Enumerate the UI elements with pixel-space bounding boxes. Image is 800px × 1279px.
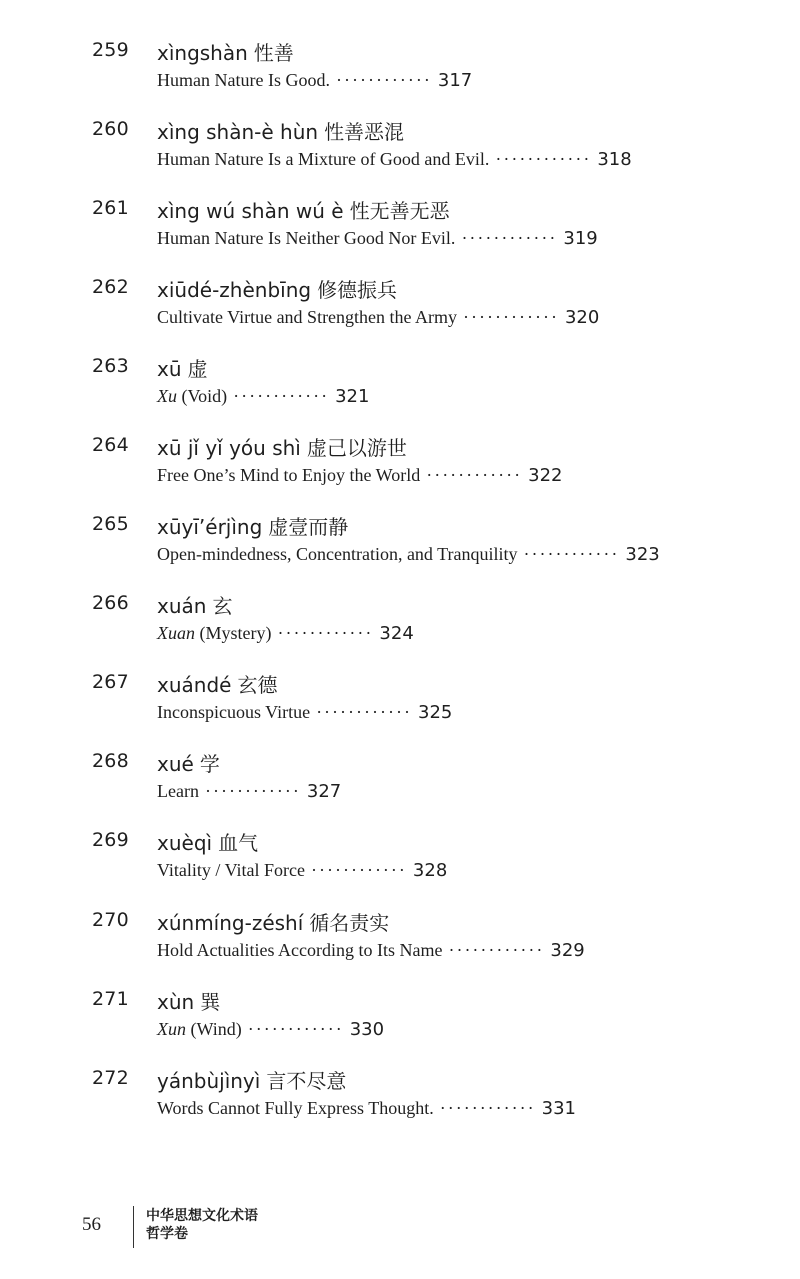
toc-entry: [0, 270, 800, 340]
entry-translation: [157, 386, 369, 407]
entry-number: 261: [92, 197, 129, 219]
toc-entry: [0, 823, 800, 893]
entry-translation: [157, 860, 447, 881]
dot-leader: ············: [426, 465, 523, 485]
toc-entry: [0, 112, 800, 182]
toc-entry: [0, 507, 800, 577]
entry-pinyin: xué: [157, 752, 194, 776]
entry-number: 266: [92, 592, 129, 614]
entry-page-number: 322: [528, 465, 563, 486]
entry-translation: [157, 1098, 576, 1119]
entry-pinyin: xìng wú shàn wú è: [157, 199, 344, 223]
entry-pinyin: xùn: [157, 990, 195, 1014]
entry-chinese: 性善: [253, 41, 294, 65]
entry-term: [157, 116, 404, 145]
entry-page-number: 321: [335, 386, 370, 407]
entry-term: [157, 669, 277, 698]
entry-english-gloss: (Wind): [186, 1019, 242, 1039]
entry-number: 265: [92, 513, 129, 535]
page-number: 56: [82, 1214, 101, 1235]
entry-english: Human Nature Is a Mixture of Good and Evil.: [157, 149, 490, 169]
dot-leader: ············: [233, 386, 330, 406]
entry-english: Open-mindedness, Concentration, and Tranquility: [157, 544, 518, 564]
entry-chinese: 性善恶混: [324, 120, 405, 144]
entry-pinyin: xúnmíng-zéshí: [157, 911, 304, 935]
entry-english: Inconspicuous Virtue: [157, 702, 311, 722]
entry-number: 264: [92, 434, 129, 456]
entry-translation: [157, 1019, 384, 1040]
entry-number: 271: [92, 988, 129, 1010]
toc-entry: [0, 428, 800, 498]
toc-entry: [0, 586, 800, 656]
entry-translation: [157, 781, 341, 802]
entry-pinyin: xū jǐ yǐ yóu shì: [157, 436, 301, 460]
entry-page-number: 319: [563, 228, 598, 249]
entry-chinese: 循名责实: [309, 911, 390, 935]
entry-page-number: 327: [306, 781, 342, 802]
entry-english: Human Nature Is Neither Good Nor Evil.: [157, 228, 456, 248]
dot-leader: ············: [523, 544, 620, 564]
entry-translation: [157, 228, 598, 249]
toc-entry: [0, 665, 800, 735]
footer-divider: [133, 1206, 134, 1248]
entry-translation: [157, 307, 599, 328]
entry-pinyin: xiūdé-zhènbīng: [157, 278, 312, 302]
dot-leader: ············: [335, 70, 432, 90]
entry-term: [157, 432, 407, 461]
entry-chinese: 虚己以游世: [306, 436, 407, 460]
dot-leader: ············: [316, 702, 412, 722]
toc-entry: [0, 744, 800, 814]
entry-term: [157, 907, 389, 936]
entry-page-number: 320: [564, 307, 600, 328]
entry-pinyin: xìngshàn: [157, 41, 248, 65]
entry-term: [157, 590, 232, 619]
entry-term: [157, 827, 258, 856]
entry-number: 267: [92, 671, 129, 693]
entry-page-number: 318: [597, 149, 632, 170]
entry-page-number: 328: [412, 860, 448, 881]
dot-leader: ············: [247, 1019, 344, 1039]
dot-leader: ············: [439, 1098, 536, 1118]
series-title: [146, 1207, 258, 1243]
entry-chinese: 性无善无恶: [349, 199, 450, 223]
entry-translation: [157, 940, 585, 961]
entry-english-gloss: (Mystery): [195, 623, 272, 643]
entry-page-number: 331: [541, 1098, 577, 1119]
entry-number: 272: [92, 1067, 129, 1089]
entry-english: Vitality / Vital Force: [157, 860, 305, 880]
entry-pinyin: xūyī’érjìng: [157, 515, 263, 539]
dot-leader: ············: [310, 860, 407, 880]
dot-leader: ············: [204, 781, 301, 801]
entry-pinyin: xū: [157, 357, 182, 381]
entry-number: 269: [92, 829, 129, 851]
entry-number: 259: [92, 39, 129, 61]
dot-leader: ············: [277, 623, 374, 643]
entry-chinese: 言不尽意: [266, 1069, 347, 1093]
toc-entry: [0, 903, 800, 973]
entry-translation: [157, 702, 452, 723]
entry-chinese: 巽: [200, 990, 221, 1014]
entry-number: 263: [92, 355, 129, 377]
entry-pinyin: xuán: [157, 594, 207, 618]
entry-translation: [157, 544, 660, 565]
series-title-line1: 中华思想文化术语: [146, 1208, 258, 1224]
entry-page-number: 330: [349, 1019, 385, 1040]
entry-page-number: 323: [625, 544, 660, 565]
entry-english-gloss: (Void): [177, 386, 228, 406]
entry-page-number: 317: [437, 70, 473, 91]
entry-chinese: 玄德: [237, 673, 278, 697]
series-title-line2: 哲学卷: [146, 1226, 188, 1242]
toc-entry: [0, 349, 800, 419]
entry-pinyin: yánbùjìnyì: [157, 1069, 261, 1093]
dot-leader: ············: [495, 149, 592, 169]
entry-chinese: 玄: [212, 594, 233, 618]
entry-page-number: 325: [418, 702, 453, 723]
dot-leader: ············: [463, 307, 559, 327]
entry-english: Xuan: [157, 623, 195, 643]
entry-term: [157, 1065, 346, 1094]
entry-translation: [157, 149, 632, 170]
entry-page-number: 324: [379, 623, 414, 644]
toc-entry: [0, 982, 800, 1052]
entry-translation: [157, 70, 472, 91]
dot-leader: ············: [461, 228, 558, 248]
entry-chinese: 血气: [218, 831, 259, 855]
toc-entry: [0, 33, 800, 103]
entry-pinyin: xuèqì: [157, 831, 213, 855]
entry-page-number: 329: [550, 940, 585, 961]
entry-term: [157, 986, 220, 1015]
entry-english: Human Nature Is Good.: [157, 70, 330, 90]
entry-chinese: 修德振兵: [317, 278, 398, 302]
entry-english: Free One’s Mind to Enjoy the World: [157, 465, 421, 485]
entry-term: [157, 511, 348, 540]
entry-translation: [157, 623, 414, 644]
entry-english: Learn: [157, 781, 199, 801]
toc-entry: [0, 1061, 800, 1131]
entry-english: Xun: [157, 1019, 186, 1039]
entry-pinyin: xuándé: [157, 673, 232, 697]
entry-term: [157, 37, 294, 66]
entry-number: 268: [92, 750, 129, 772]
entry-term: [157, 195, 450, 224]
entry-term: [157, 353, 208, 382]
entry-number: 262: [92, 276, 129, 298]
entry-number: 260: [92, 118, 129, 140]
entry-english: Cultivate Virtue and Strengthen the Army: [157, 307, 458, 327]
entry-number: 270: [92, 909, 129, 931]
entry-chinese: 虚: [187, 357, 208, 381]
entry-term: [157, 748, 220, 777]
entry-term: [157, 274, 397, 303]
dot-leader: ············: [448, 940, 545, 960]
entry-chinese: 虚壹而静: [268, 515, 349, 539]
entry-chinese: 学: [199, 752, 220, 776]
entry-translation: [157, 465, 563, 486]
entry-english: Xu: [157, 386, 177, 406]
toc-entry: [0, 191, 800, 261]
entry-english: Hold Actualities According to Its Name: [157, 940, 443, 960]
entry-pinyin: xìng shàn-è hùn: [157, 120, 319, 144]
entry-english: Words Cannot Fully Express Thought.: [157, 1098, 434, 1118]
